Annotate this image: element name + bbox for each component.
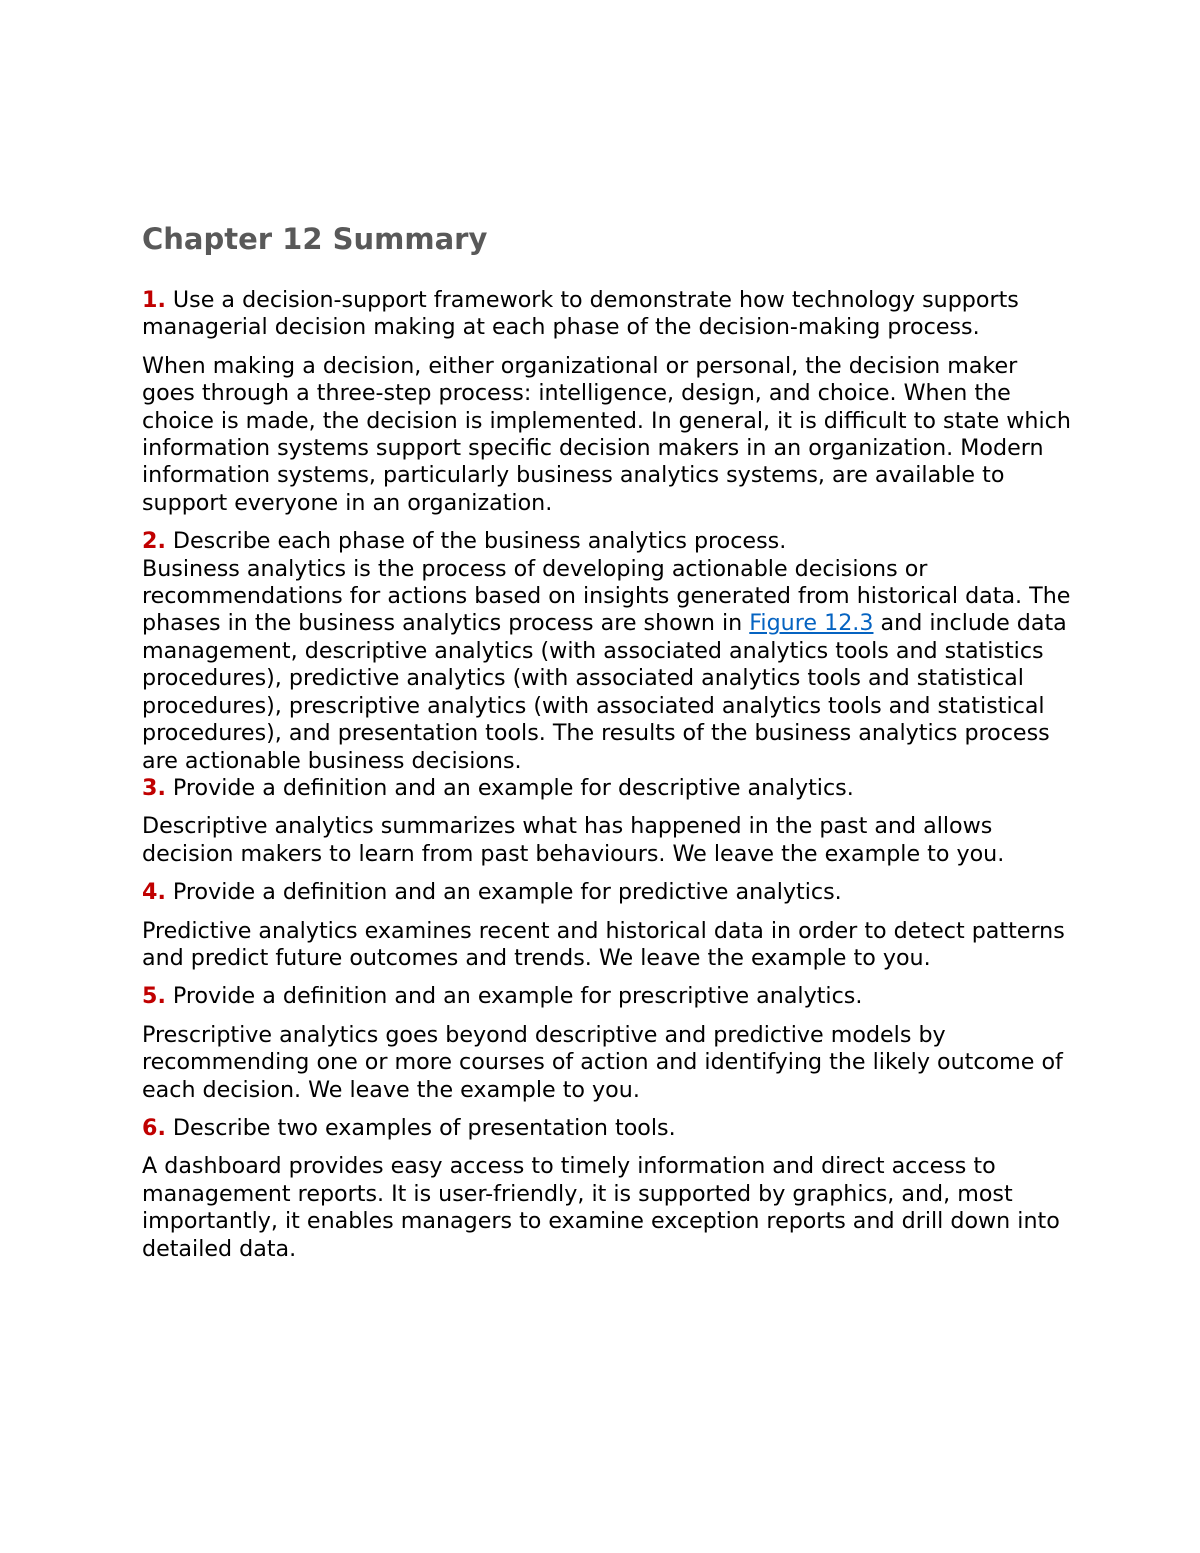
answer-3: Descriptive analytics summarizes what has happened in the past and allows decision makers to learn from past behaviours. We leave the example to you. [142,813,1005,867]
question-number: 6. [142,1114,166,1141]
answer-text: Business analytics is the process of developing actionable decisions or recommendations for actions based on insights generated from historical data. The phases in the business analytics process are shown in [142,555,1071,637]
question-6 [142,1115,1077,1142]
answer-2 [142,556,1077,775]
question-text: Describe each phase of the business analytics process. [165,528,787,555]
question-text: Provide a definition and an example for predictive analytics. [165,879,842,906]
answer-1: When making a decision, either organizational or personal, the decision maker goes through a three-step process: intelligence, design, and choice. When the choice is made, the decision is implemented. In general, it is difficult to state which information systems support specific decision makers in an organization. Modern information systems, particularly business analytics systems, are available to support everyone in an organization. [142,352,1071,516]
figure-link[interactable]: Figure 12.3 [749,610,874,637]
question-text: Provide a definition and an example for prescriptive analytics. [165,983,863,1010]
answer-5: Prescriptive analytics goes beyond descriptive and predictive models by recommending one or more courses of action and identifying the likely outcome of each decision. We leave the example to you. [142,1021,1063,1103]
answer-4: Predictive analytics examines recent and historical data in order to detect patterns and predict future outcomes and trends. We leave the example to you. [142,917,1065,971]
question-text: Use a decision-support framework to demonstrate how technology supports managerial decision making at each phase of the decision-making process. [142,287,1019,341]
question-number: 1. [142,287,166,313]
question-4 [142,879,1077,906]
question-number: 5. [142,983,166,1010]
question-2 [142,528,1077,555]
page-title: Chapter 12 Summary [142,222,488,256]
document-page [142,221,1077,1274]
question-3 [142,775,1077,802]
question-text: Describe two examples of presentation tools. [165,1114,676,1141]
question-1 [142,287,1077,342]
question-number: 2. [142,528,166,555]
answer-6: A dashboard provides easy access to timely information and direct access to management reports. It is user-friendly, it is supported by graphics, and, most importantly, it enables managers to examine exception reports and drill down into detailed data. [142,1153,1060,1262]
answer-text: and include data management, descriptive analytics (with associated analytics tools and statistics procedures), predictive analytics (with associated analytics tools and statistical procedures), prescriptive analytics (with associated analytics tools and statistical procedures), and presentation tools. The results of the business analytics process are actionable business decisions. [142,610,1067,774]
question-text: Provide a definition and an example for descriptive analytics. [165,774,854,801]
question-5 [142,983,1077,1010]
question-number: 3. [142,774,166,801]
question-number: 4. [142,879,166,906]
